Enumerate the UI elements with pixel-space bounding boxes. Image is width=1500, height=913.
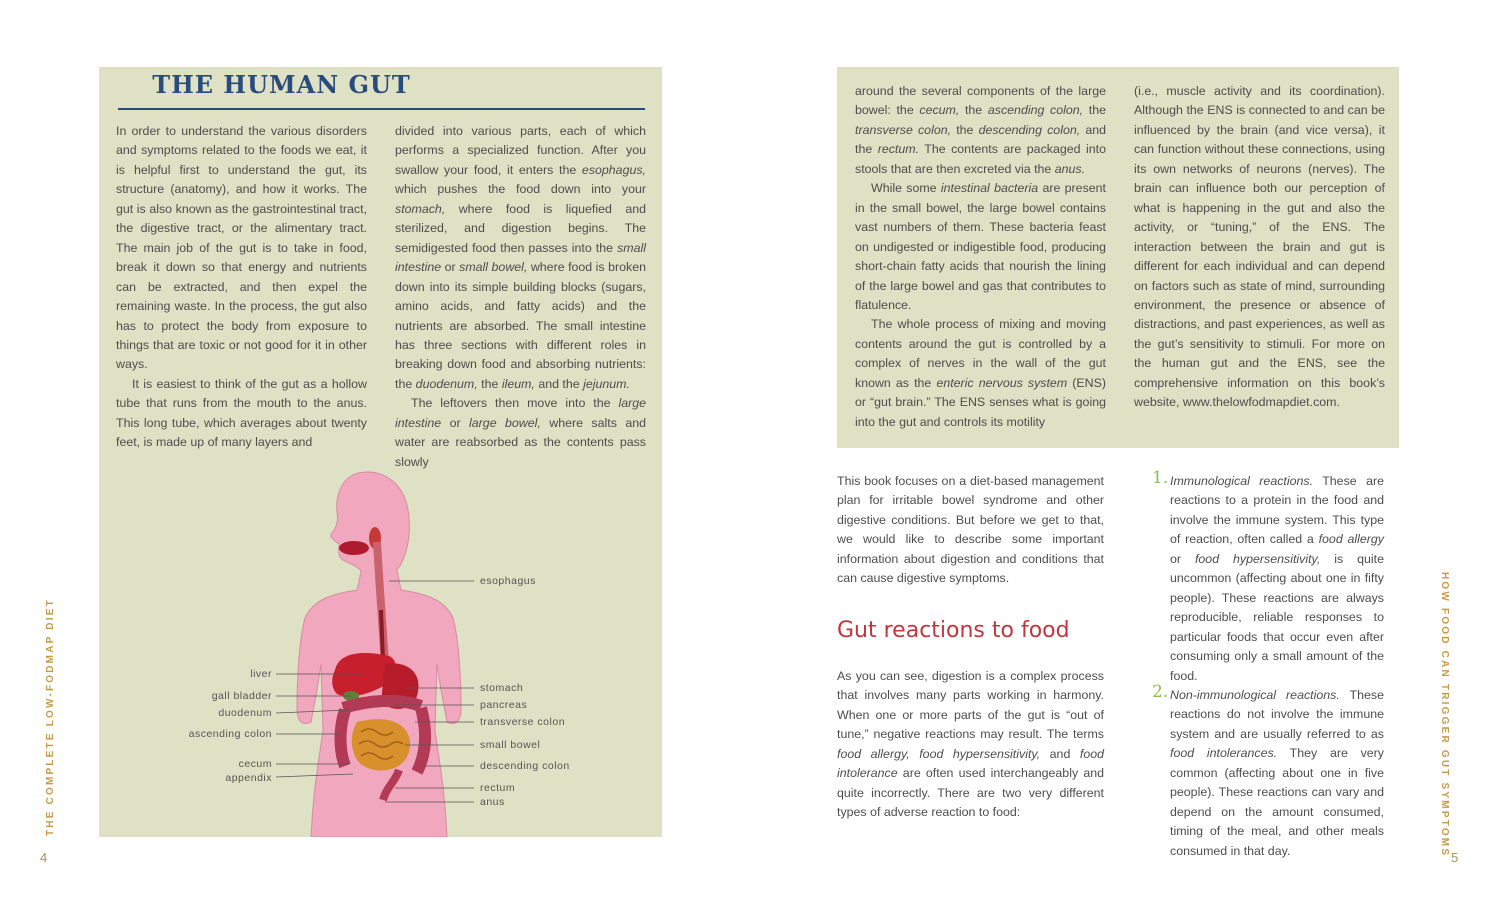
esophagus-highlight	[381, 610, 383, 660]
paragraph: divided into various parts, each of which performs a specialized function. After you swallow your food, it enters the esophagus, which pushes the food down into your stomach, where food is liquefied and sterilized, and digestion begins. The semidigested food then passes into the small intestine or small bowel, where food is broken down into its simple building blocks (sugars, amino acids, and fatty acids) and the nutrients are absorbed. The small intestine has three sections with different roles in breaking down food and absorbing nutrients: the duodenum, the ileum, and the jejunum.	[395, 124, 646, 391]
list-item: 1. Immunological reactions. These are reactions to a protein in the food and involve the immune system. This type of reaction, often called a food allergy or food hypersensitivity, is quite uncommon (affecting about one in fifty people). These reactions are always reproducible, reliable responses to particular foods that occur even after consuming only a small amount of the food.	[1152, 468, 1384, 683]
label-duodenum: duodenum	[218, 707, 272, 719]
label-descending-colon: descending colon	[480, 760, 570, 772]
list-number: 2.	[1152, 681, 1169, 702]
label-small-bowel: small bowel	[480, 739, 541, 751]
label-gall-bladder: gall bladder	[211, 690, 272, 702]
paragraph: This book focuses on a diet-based management plan for irritable bowel syndrome and other digestive conditions. But before we get to that, we would like to describe some important information about digestion and conditions that can cause digestive symptoms.	[837, 474, 1104, 586]
small-bowel-shape	[352, 719, 410, 770]
paragraph: As you can see, digestion is a complex process that involves many parts working in harmony. When one or more parts of the gut is “out of tune,” negative reactions may result. The terms food allergy, food hypersensitivity, and food intolerance are often used interchangeably and quite incorrectly. There are two very different types of adverse reaction to food:	[837, 669, 1104, 820]
page-number-right: 5	[1451, 850, 1459, 865]
label-stomach: stomach	[480, 682, 524, 694]
paragraph: The whole process of mixing and moving contents around the gut is controlled by a complex of nerves in the wall of the gut known as the enteric nervous system (ENS) or “gut brain.” The ENS senses what is going into the gut and controls its motility	[855, 317, 1106, 429]
reaction-types-list	[1150, 468, 1385, 861]
paragraph: (i.e., muscle activity and its coordination). Although the ENS is connected to and can be influenced by the brain (and vice versa), it can function without these connections, using its own networks of neurons (nerves). The brain can influence both our perception of what is happening in the gut and also the activity, or “tuning,” of the ENS. The interaction between the brain and gut is different for each individual and can depend on factors such as state of mind, surrounding environment, the presence or absence of distractions, and past experiences, as well as the gut’s sensitivity to stimuli. For more on the human gut and the ENS, see the comprehensive information on this book’s website, www.thelowfodmapdiet.com.	[1134, 84, 1385, 410]
label-ascending-colon: ascending colon	[188, 728, 272, 740]
label-appendix: appendix	[225, 772, 272, 784]
running-head-left: THE COMPLETE LOW-FODMAP DIET	[45, 598, 56, 836]
left-column-2	[395, 122, 646, 472]
page-title: THE HUMAN GUT	[152, 70, 411, 99]
intro-text	[837, 472, 1104, 589]
running-head-right: HOW FOOD CAN TRIGGER GUT SYMPTOMS	[1439, 572, 1450, 858]
right-box-column-2	[1134, 82, 1385, 413]
label-anus: anus	[480, 796, 505, 808]
ascending-colon-shape	[341, 710, 346, 766]
paragraph: In order to understand the various disorders and symptoms related to the foods we eat, it is helpful first to understand the gut, its structure (anatomy), and how it works. The gut is also known as the gastrointestinal tract, the digestive tract, or the alimentary tract. The main job of the gut is to take in food, break it down so that energy and nutrients can be extracted, and then expel the remaining waste. In the process, the gut also has to protect the body from exposure to things that are toxic or not good for it in other ways.	[116, 124, 367, 372]
label-pancreas: pancreas	[480, 699, 528, 711]
section-heading: Gut reactions to food	[837, 618, 1070, 643]
transverse-colon-shape	[343, 701, 421, 708]
label-liver: liver	[250, 668, 272, 680]
title-underline	[118, 108, 645, 110]
mouth-cavity	[339, 541, 369, 555]
list-number: 1.	[1152, 468, 1169, 488]
paragraph: around the several components of the large bowel: the cecum, the ascending colon, the transverse colon, the descending colon, and the rectum. The contents are packaged into stools that are then excreted via the anus.	[855, 84, 1106, 176]
page-number-left: 4	[40, 850, 48, 865]
list-item-title: Immunological reactions.	[1170, 474, 1314, 488]
label-transverse-colon: transverse colon	[480, 716, 566, 728]
list-item-title: Non-immunological reactions.	[1170, 687, 1340, 702]
left-column-1	[116, 122, 367, 453]
right-box-column-1	[855, 82, 1106, 432]
body-text	[837, 667, 1104, 823]
list-item: 2. Non-immunological reactions. These reactions do not involve the immune system and are usually referred to as food intolerances. They are very common (affecting about one in five people). These reactions can vary and depend on the amount consumed, timing of the meal, and other meals consumed in that day.	[1152, 681, 1385, 858]
label-cecum: cecum	[238, 758, 272, 770]
paragraph: While some intestinal bacteria are present in the small bowel, the large bowel contains vast numbers of them. These bacteria feast on undigested or indigestible food, producing short-chain fatty acids that nourish the lining of the large bowel and gas that contributes to flatulence.	[855, 181, 1106, 312]
label-rectum: rectum	[480, 782, 516, 794]
label-esophagus: esophagus	[480, 575, 536, 587]
paragraph: The leftovers then move into the large intestine or large bowel, where salts and water are reabsorbed as the contents pass slowly	[395, 396, 646, 469]
paragraph: It is easiest to think of the gut as a hollow tube that runs from the mouth to the anus. This long tube, which averages about twenty feet, is made up of many layers and	[116, 376, 367, 450]
digestive-system-diagram	[99, 460, 662, 837]
